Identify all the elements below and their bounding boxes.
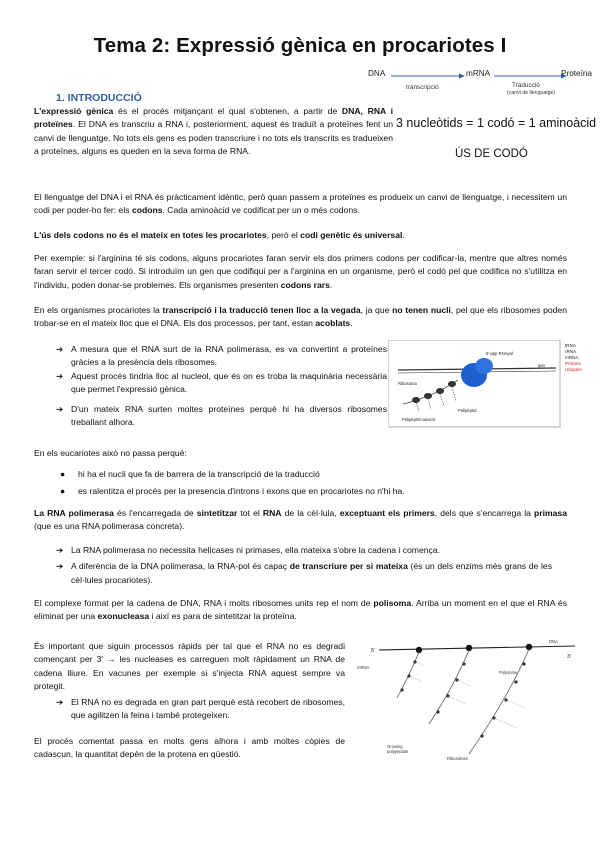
svg-text:Ribosoma: Ribosoma bbox=[398, 381, 417, 386]
list-item: ➔ Aquest procés tindria lloc al nucleol, que és on es troba la maquinària necessària que permet l'expressió gènica. bbox=[56, 370, 387, 395]
list-item: ➔ A mesura que el RNA surt de la RNA polimerasa, es va convertint a proteïnes gràcies a la presència dels ribosomes. bbox=[56, 344, 387, 368]
list-item: ● hi ha el nucli que fa de barrera de la transcripció de la traducció bbox=[60, 469, 320, 479]
flow-dna: DNA bbox=[368, 69, 386, 78]
svg-text:3': 3' bbox=[567, 654, 572, 660]
paragraph-example: Per exemple: si l'arginina té sis codons, alguns procariotes faran servir els dos primers codons per codificar-la, mentre que altres només faran servir el tercer codó. Si introduïm un gen que codifiqui per a l'arginina en un organisme, però el codó pel que codifica no s'utilitza en l'individu, poden donar-se problemes. Els organismes presenten codons rars. bbox=[34, 253, 567, 290]
list-item: ➔ D'un mateix RNA surten moltes proteïnes perquè hi ha diversos ribosomes treballant alhora. bbox=[56, 403, 387, 428]
svg-text:rRNA: rRNA bbox=[565, 349, 577, 354]
bullet-list-coupling bbox=[56, 343, 387, 429]
flow-translation: Traducció bbox=[512, 82, 540, 89]
flow-code-change: (canvi de llenguatge) bbox=[507, 90, 556, 96]
svg-text:5': 5' bbox=[371, 648, 376, 654]
svg-text:5'-ppp RNApol: 5'-ppp RNApol bbox=[486, 351, 514, 356]
svg-text:mRNA: mRNA bbox=[565, 355, 579, 360]
svg-text:Primers: Primers bbox=[565, 361, 581, 366]
paragraph-polysome: El complexe format per la cadena de DNA, RNA i molts ribosomes units rep el nom de polisoma. Arriba un moment en el que el RNA és eliminat per una exonucleasa i així es para de sintetitzar la proteïna. bbox=[34, 598, 567, 622]
svg-text:Polipèptid: Polipèptid bbox=[458, 408, 477, 413]
svg-text:DNA: DNA bbox=[549, 639, 558, 644]
svg-text:polypeptide: polypeptide bbox=[387, 749, 409, 754]
bullet-list-eukaryotes bbox=[56, 468, 556, 499]
list-item: ➔ A diferència de la DNA polimerasa, la RNA-pol és capaç de transcriure per si mateixa (és un dels enzims més grans de les cèl·lules procariotes). bbox=[56, 561, 552, 585]
paragraph-coupling: En els organismes procariotes la transcripció i la traducció tenen lloc a la vegada, ja que no tenen nucli, pel que els ribosomes poden trobar-se en el mateix lloc que el DNA. Els dos processos, per tant, estan acoblats. bbox=[34, 305, 568, 329]
flow-mrna: mRNA bbox=[466, 69, 491, 78]
bullet-list-polymerase bbox=[56, 544, 552, 587]
coupled-transcription-figure bbox=[388, 340, 598, 428]
flow-protein: Proteïna bbox=[561, 69, 592, 78]
list-item: ➔ El RNA no es degrada en gran part perquè està recobert de ribosomes, que agilitzen la feina i també protegeixen. bbox=[56, 697, 345, 721]
paragraph-eukaryotes: En els eucariotes això no passa perquè: bbox=[34, 448, 187, 458]
svg-text:Polysome: Polysome bbox=[499, 670, 518, 675]
codon-equation: 3 nucleòtids = 1 codó = 1 aminoàcid bbox=[396, 116, 597, 130]
paragraph-degradation: És important que siguin processos ràpids per tal que el RNA no es degradi començant per 3' → les nucleases es carreguen molt ràpidament un RNA de cadena lliure. En vacunes per exemple si s'injecta RNA aquest sempre va protegit. bbox=[34, 641, 345, 692]
list-item: ➔ La RNA polimerasa no necessita helicases ni primases, ella mateixa s'obre la cadena i comença. bbox=[56, 545, 440, 555]
bullet-list-protection bbox=[56, 696, 345, 723]
codon-usage-label: ÚS DE CODÓ bbox=[455, 148, 528, 160]
section-heading: 1. INTRODUCCIÓ bbox=[56, 92, 142, 104]
list-item: ● es ralentitza el procés per la presencia d'introns i exons que en procariotes no n'hi ha. bbox=[60, 486, 405, 497]
flow-transcription: transcripció bbox=[406, 84, 439, 91]
polysome-figure bbox=[349, 636, 581, 770]
svg-text:Ribosomes: Ribosomes bbox=[447, 756, 468, 761]
svg-text:Ubiqüen: Ubiqüen bbox=[565, 367, 583, 372]
paragraph-codon-usage: L'ús dels codons no és el mateix en totes les procariotes, però el codi genètic és universal. bbox=[34, 230, 405, 240]
svg-text:gen: gen bbox=[538, 363, 545, 368]
paragraph-intro: L'expressió gènica és el procés mitjançant el qual s'obtenen, a partir de DNA, RNA i proteïnes. El DNA es transcriu a RNA i, posteriorment, aquest és traduït a proteïnes fent un canvi de llenguatge. No tots els gens es poden transcriure i no tots els transcrits es tradueixen a proteïnes, alguns es queden en la seva forma de RNA. bbox=[34, 106, 393, 157]
paragraph-language: El llenguatge del DNA i el RNA és pràcticament idèntic, però quan passem a proteïnes es produeix un canvi de llenguatge, i necessitem un codi per poder-ho fer: els codons. Cada aminoàcid ve codificat per un o més codons. bbox=[34, 192, 567, 216]
paragraph-rna-polymerase: La RNA polimerasa és l'encarregada de sintetitzar tot el RNA de la cèl·lula, exceptuant els primers, dels que s'encarrega la primasa (que es una RNA polimerasa concreta). bbox=[34, 508, 567, 532]
page-title: Tema 2: Expressió gènica en procariotes I bbox=[93, 34, 507, 57]
svg-text:Polipèptid naixent: Polipèptid naixent bbox=[402, 417, 436, 422]
paragraph-multiple-genes: El procés comentat passa en molts gens alhora i amb moltes còpies de cadascun, la quantitat depèn de la protena en qüestió. bbox=[34, 736, 345, 760]
svg-text:tRNA: tRNA bbox=[565, 343, 576, 348]
svg-text:mRNA: mRNA bbox=[357, 665, 370, 670]
svg-text:Growing: Growing bbox=[387, 744, 403, 749]
